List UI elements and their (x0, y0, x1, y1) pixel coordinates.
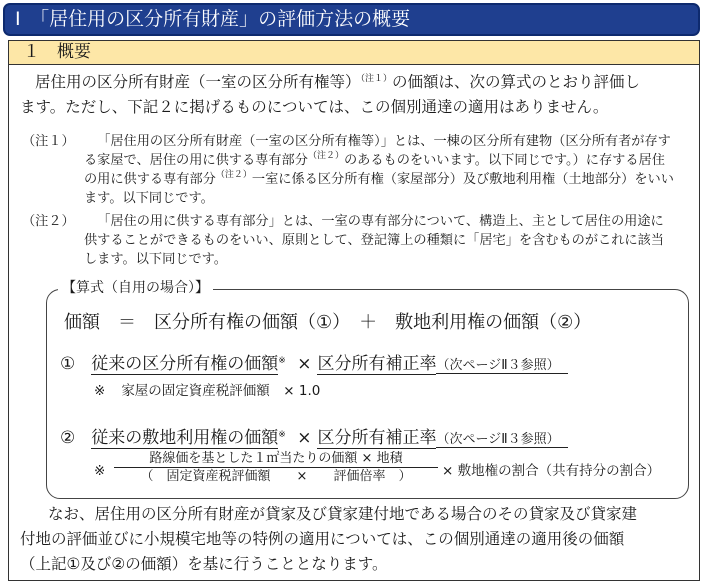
closing-paragraph (20, 502, 700, 577)
note-ref-2a: （注２） (307, 151, 344, 161)
note-1-line3-b: 一室に係る区分所有権（家屋部分）及び敷地利用権（土地部分）をいい (251, 172, 674, 187)
item1-ref: （次ページⅡ３参照） (436, 358, 567, 374)
item1-note-mark: ※ (94, 383, 106, 399)
item1-term1: 従来の区分所有権の価額 (91, 354, 279, 374)
item1-times: × (297, 354, 312, 374)
note-2-label: （注２） (22, 214, 75, 229)
item2-num: ② (60, 428, 76, 448)
fraction-denominator: （ 固定資産税評価額 × 評価倍率 ） (140, 469, 412, 484)
formula-item-2 (60, 423, 568, 448)
section-heading: １ 概要 (8, 40, 700, 65)
note-1-label: （注１） (22, 134, 75, 149)
intro-line1-b: の価額は、次の算式のとおり評価し (392, 73, 641, 91)
item2-note-mark: ※ (94, 463, 106, 479)
note-1-line4: ます。以下同じです。 (84, 191, 214, 206)
item2-fraction (114, 451, 438, 484)
item1-note-text: 家屋の固定資産税評価額 × 1.0 (121, 383, 321, 399)
note-2-line1: 「居住の用に供する専有部分」とは、一室の専有部分について、構造上、主として居住の用途に (97, 214, 664, 229)
item1-term2: 区分所有補正率 (317, 354, 437, 374)
closing-line1: なお、居住用の区分所有財産が貸家及び貸家建付地である場合のその貸家及び貸家建 (48, 505, 638, 523)
item2-note-tail: × 敷地権の割合（共有持分の割合） (442, 463, 661, 479)
closing-line3: （上記①及び②の価額）を基に行うこととなります。 (20, 555, 388, 573)
page-title: Ⅰ 「居住用の区分所有財産」の評価方法の概要 (3, 3, 700, 36)
item1-mark: ※ (278, 356, 286, 366)
formula-main: 価額 ＝ 区分所有権の価額（①） ＋ 敷地利用権の価額（②） (64, 312, 592, 333)
item1-num: ① (60, 354, 76, 374)
note-2-line2: 供することができるものをいい、原則として、登記簿上の種類に「居宅」を含むものがこれに該当 (84, 233, 664, 248)
note-1-line2-a: る家屋で、居住の用に供する専有部分 (84, 153, 308, 168)
intro-line2: ます。ただし、下記２に掲げるものについては、この個別通達の適用はありません。 (20, 98, 609, 116)
intro-line1-a: 居住用の区分所有財産（一室の区分所有権等） (35, 73, 361, 91)
fraction-numerator: 路線価を基とした１㎡当たりの価額 × 地積 (114, 451, 438, 468)
item2-term1: 従来の敷地利用権の価額 (91, 428, 279, 448)
formula-label: 【算式（自用の場合）】 (58, 278, 213, 298)
note-2 (22, 212, 697, 272)
item2-times: × (297, 428, 312, 448)
closing-line2: 付地の評価並びに小規模宅地等の特例の適用については、この個別通達の適用後の価額 (20, 530, 625, 548)
item1-note (94, 379, 320, 399)
item2-term2: 区分所有補正率 (317, 428, 437, 448)
note-ref-1: （注１） (360, 74, 393, 84)
note-1-line3-a: の用に供する専有部分 (84, 172, 216, 187)
item2-ref: （次ページⅡ３参照） (436, 432, 567, 448)
intro-paragraph (20, 70, 700, 120)
note-1-line2-b: のあるものをいいます。以下同じです。）に存する居住 (343, 153, 665, 168)
note-1-line1: 「居住用の区分所有財産（一室の区分所有権等）」とは、一棟の区分所有建物（区分所有者が存す (97, 134, 671, 149)
item2-mark: ※ (278, 430, 286, 440)
formula-item-1 (60, 349, 568, 374)
note-2-line3: します。以下同じです。 (84, 252, 227, 267)
note-ref-2b: （注２） (215, 170, 252, 180)
note-1 (22, 132, 697, 210)
